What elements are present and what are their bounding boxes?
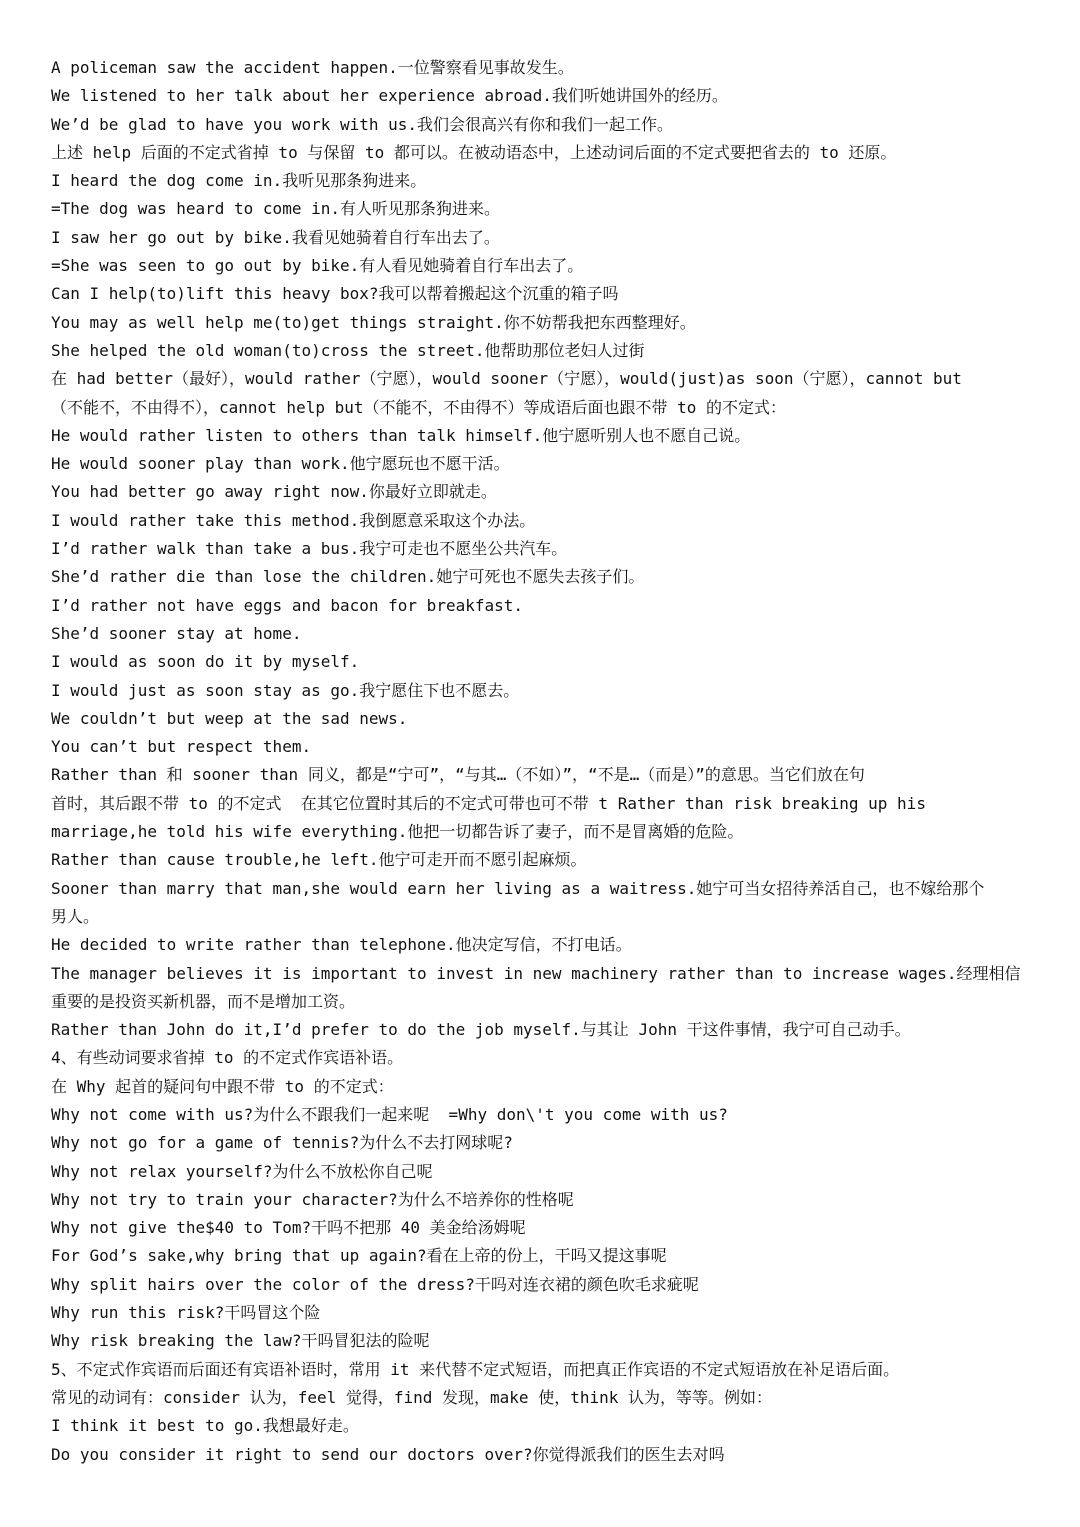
text-line: A policeman saw the accident happen.一位警察看见事故发生。 [51, 58, 574, 77]
text-line: For God’s sake,why bring that up again?看在上帝的份上，干吗又提这事呢 [51, 1246, 667, 1266]
text-line: 首时，其后跟不带 to 的不定式 在其它位置时其后的不定式可带也可不带 t Rather than risk breaking up his [51, 793, 926, 813]
text-line: Why not give the$40 to Tom?干吗不把那 40 美金给汤姆呢 [51, 1218, 526, 1238]
text-line: Sooner than marry that man,she would earn her living as a waitress.她宁可当女招待养活自己，也不嫁给那个 [51, 878, 985, 898]
text-line: Rather than John do it,I’d prefer to do the job myself.与其让 John 干这件事情，我宁可自己动手。 [51, 1020, 911, 1040]
text-line: Why not try to train your character?为什么不培养你的性格呢 [51, 1189, 574, 1209]
text-line: I would just as soon stay as go.我宁愿住下也不愿去。 [51, 680, 520, 700]
text-line: I would as soon do it by myself. [51, 652, 360, 672]
section-heading: 4、有些动词要求省掉 to 的不定式作宾语补语。 [51, 1048, 404, 1068]
text-line: Do you consider it right to send our doctors over?你觉得派我们的医生去对吗 [51, 1444, 725, 1464]
text-line: I would rather take this method.我倒愿意采取这个办法。 [51, 510, 536, 530]
text-line: We couldn’t but weep at the sad news. [51, 708, 408, 728]
text-line: Why not relax yourself?为什么不放松你自己呢 [51, 1161, 433, 1181]
text-line: She’d rather die than lose the children.她宁可死也不愿失去孩子们。 [51, 567, 645, 587]
text-line: Can I help(to)lift this heavy box?我可以帮着搬起这个沉重的箱子吗 [51, 284, 619, 304]
document-page [51, 54, 1041, 1469]
text-line: =She was seen to go out by bike.有人看见她骑着自行车出去了。 [51, 256, 584, 276]
text-line: 上述 help 后面的不定式省掉 to 与保留 to 都可以。在被动语态中，上述动词后面的不定式要把省去的 to 还原。 [51, 142, 897, 162]
text-line: （不能不，不由得不），cannot help but（不能不，不由得不）等成语后面也跟不带 to 的不定式： [51, 397, 787, 417]
text-line: marriage,he told his wife everything.他把一切都告诉了妻子，而不是冒离婚的危险。 [51, 822, 744, 842]
text-line: =The dog was heard to come in.有人听见那条狗进来。 [51, 199, 500, 219]
section-heading: 5、不定式作宾语而后面还有宾语补语时，常用 it 来代替不定式短语，而把真正作宾语的不定式短语放在补足语后面。 [51, 1359, 900, 1379]
text-line: Why not go for a game of tennis?为什么不去打网球呢? [51, 1133, 513, 1153]
text-line: Why not come with us?为什么不跟我们一起来呢 =Why don\'t you come with us? [51, 1104, 728, 1124]
text-line: 重要的是投资买新机器，而不是增加工资。 [51, 991, 356, 1011]
text-line: We’d be glad to have you work with us.我们会很高兴有你和我们一起工作。 [51, 114, 674, 134]
text-line: Why run this risk?干吗冒这个险 [51, 1303, 321, 1323]
text-line: I think it best to go.我想最好走。 [51, 1416, 359, 1436]
text-line: She helped the old woman(to)cross the street.他帮助那位老妇人过街 [51, 340, 645, 360]
text-line: I’d rather walk than take a bus.我宁可走也不愿坐公共汽车。 [51, 539, 568, 559]
text-line: We listened to her talk about her experience abroad.我们听她讲国外的经历。 [51, 86, 728, 106]
text-line: 在 Why 起首的疑问句中跟不带 to 的不定式： [51, 1076, 394, 1096]
text-line: The manager believes it is important to invest in new machinery rather than to increase wages.经理相信 [51, 963, 1021, 983]
text-line: I saw her go out by bike.我看见她骑着自行车出去了。 [51, 227, 500, 247]
text-line: She’d sooner stay at home. [51, 623, 302, 643]
text-line: He would rather listen to others than talk himself.他宁愿听别人也不愿自己说。 [51, 425, 751, 445]
text-line: You can’t but respect them. [51, 737, 312, 757]
text-line: You had better go away right now.你最好立即就走。 [51, 482, 497, 502]
text-line: Rather than cause trouble,he left.他宁可走开而不愿引起麻烦。 [51, 850, 587, 870]
text-line: You may as well help me(to)get things straight.你不妨帮我把东西整理好。 [51, 312, 696, 332]
text-line: I’d rather not have eggs and bacon for breakfast. [51, 595, 524, 615]
text-line: 在 had better（最好），would rather（宁愿），would sooner（宁愿），would(just)as soon（宁愿），cannot but [51, 369, 962, 389]
text-line: He decided to write rather than telephone.他决定写信，不打电话。 [51, 935, 632, 955]
text-line: I heard the dog come in.我听见那条狗进来。 [51, 171, 427, 191]
text-line: Why split hairs over the color of the dress?干吗对连衣裙的颜色吹毛求疵呢 [51, 1274, 699, 1294]
text-line: 常见的动词有：consider 认为，feel 觉得，find 发现，make 使，think 认为，等等。例如： [51, 1387, 772, 1407]
text-line: Why risk breaking the law?干吗冒犯法的险呢 [51, 1331, 430, 1351]
text-line: 男人。 [51, 906, 100, 926]
text-line: He would sooner play than work.他宁愿玩也不愿干活。 [51, 454, 510, 474]
text-line: Rather than 和 sooner than 同义，都是“宁可”，“与其…（不如）”，“不是…（而是）”的意思。当它们放在句 [51, 765, 865, 785]
